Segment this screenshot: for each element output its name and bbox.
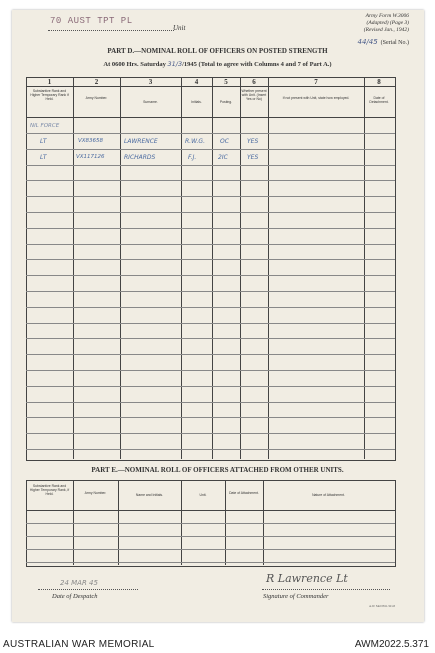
part-d-row-line	[26, 402, 395, 403]
part-e-row-line	[26, 549, 395, 550]
col-head-rank: Substantive Rank and Higher Temporary Rank if Held.	[30, 89, 69, 102]
form-id-line-2: (Adapted) (Page 3)	[366, 20, 409, 26]
row-3-initials: F.J.	[188, 154, 197, 161]
col-number-8: 8	[377, 78, 381, 86]
part-d-row-line	[26, 323, 395, 324]
part-d-row-line	[26, 244, 395, 245]
part-d-row-line	[26, 386, 395, 387]
col-number-5: 5	[224, 78, 228, 86]
part-e-title: PART E.—NOMINAL ROLL OF OFFICERS ATTACHED FROM OTHER UNITS.	[91, 466, 344, 474]
part-d-row-line	[26, 180, 395, 181]
part-d-row-line	[26, 338, 395, 339]
commander-signature: R Lawrence Lt	[266, 572, 348, 585]
row-2-present: YES	[247, 138, 259, 145]
institution-name: AUSTRALIAN WAR MEMORIAL	[3, 639, 155, 650]
part-d-row-line	[26, 275, 395, 276]
at-date: 31/3	[167, 60, 183, 68]
part-d-row-line	[26, 417, 395, 418]
col-number-7: 7	[314, 78, 318, 86]
part-d-row-line	[26, 433, 395, 434]
row-3-present: YES	[247, 154, 259, 161]
part-d-row-line	[26, 354, 395, 355]
part-d-row-line	[26, 307, 395, 308]
col-number-3: 3	[148, 78, 153, 86]
part-d-header-divider	[26, 117, 395, 118]
row-3-surname: RICHARDS	[124, 154, 156, 161]
at-suffix: (Total to agree with Columns 4 and 7 of Part A.)	[198, 61, 332, 68]
accession-number: AWM2022.5.371	[354, 639, 429, 650]
unit-stamp: 70 AUST TPT PL	[50, 16, 133, 26]
part-d-row-line	[26, 449, 395, 450]
part-e-header-divider	[26, 510, 395, 511]
serial-value: 44/45	[357, 38, 378, 46]
at-prefix: At 0600 Hrs. Saturday	[103, 61, 166, 68]
part-d-title: PART D.—NOMINAL ROLL OF OFFICERS ON POSTED STRENGTH	[107, 47, 328, 55]
e-head-date: Date of Attachment.	[229, 491, 259, 495]
e-head-name: Name and Initials.	[135, 493, 164, 497]
e-head-nature: Nature of Attachment.	[312, 493, 345, 497]
row-1-rank: NIL FORCE	[30, 123, 60, 129]
row-2-initials: R.W.G.	[185, 138, 205, 145]
col-head-initials: Initials.	[191, 100, 202, 104]
col-number-2: 2	[94, 78, 99, 86]
col-head-posting: Posting.	[219, 100, 233, 104]
part-d-row-line	[26, 259, 395, 260]
col-head-present: Whether present with Unit. (Insert Yes or No)	[241, 89, 267, 102]
form-id-line-3: (Revised Jan., 1942)	[363, 27, 409, 33]
e-head-rank: Substantive Rank and Higher Temporary Rank, if Held.	[29, 484, 70, 497]
part-d-table	[26, 77, 396, 461]
e-head-unit: Unit.	[199, 493, 207, 497]
part-d-row-line	[26, 291, 395, 292]
signature-label: Signature of Commander	[263, 593, 329, 600]
part-e-row-line	[26, 536, 395, 537]
signature-line	[262, 589, 390, 590]
row-2-posting: OC	[220, 138, 229, 145]
despatch-line	[38, 589, 138, 590]
part-d-row-line	[26, 196, 395, 197]
part-d-row-line	[26, 212, 395, 213]
row-3-number: VX117126	[76, 154, 105, 160]
serial-label: (Serial No.)	[380, 40, 409, 46]
printer-code: A.W. Mel 0811.32/43	[368, 604, 395, 608]
despatch-date-value: 24 MAR 45	[60, 579, 98, 587]
col-number-1: 1	[47, 78, 52, 86]
col-head-army-number: Army Number.	[85, 96, 108, 100]
part-e-row-line	[26, 562, 395, 563]
unit-line	[48, 30, 174, 31]
col-head-employment: If not present with Unit, state how employed.	[282, 96, 350, 100]
form-identifier	[364, 13, 409, 34]
col-head-surname: Surname.	[143, 100, 158, 104]
part-d-time-line	[0, 60, 435, 68]
row-2-surname: LAWRENCE	[124, 138, 158, 145]
unit-label: Unit	[173, 24, 186, 32]
part-d-row-line	[26, 149, 395, 150]
part-d-row-line	[26, 370, 395, 371]
col-head-detachment: Date of Detachment.	[369, 96, 389, 105]
col-number-4: 4	[194, 78, 199, 86]
col-number-6: 6	[252, 78, 256, 86]
row-2-number: VX83658	[78, 138, 104, 144]
part-d-row-line	[26, 228, 395, 229]
part-d-row-line	[26, 165, 395, 166]
despatch-label: Date of Despatch	[52, 593, 98, 600]
form-id-line-1: Army Form W.3006	[365, 13, 409, 19]
e-head-army-number: Army Number.	[84, 491, 107, 495]
part-e-row-line	[26, 523, 395, 524]
row-2-rank: LT	[40, 138, 47, 145]
serial-number	[357, 38, 409, 46]
caption-bar	[0, 624, 435, 653]
at-year: /1945	[182, 61, 197, 68]
row-3-posting: 2IC	[218, 154, 228, 161]
row-3-rank: LT	[40, 154, 47, 161]
part-d-num-row-divider	[26, 86, 395, 87]
part-d-row-line	[26, 133, 395, 134]
